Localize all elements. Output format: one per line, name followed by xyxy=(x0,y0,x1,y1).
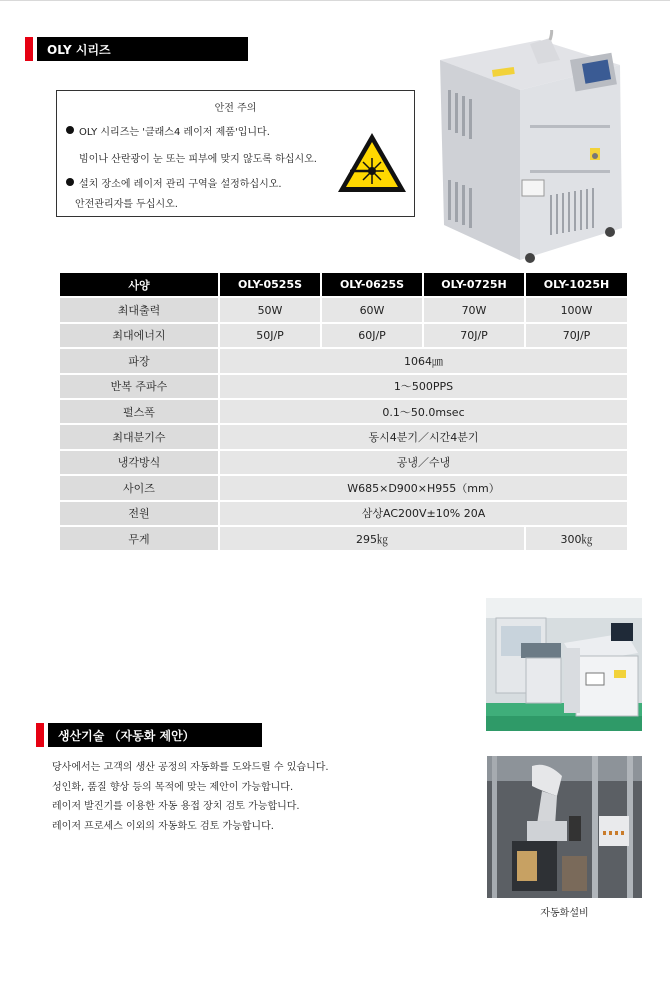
header-red-marker xyxy=(36,723,44,747)
top-divider xyxy=(0,0,670,1)
header-cell: OLY-0725H xyxy=(424,273,524,296)
table-row xyxy=(60,298,627,321)
warning-line-2: 빔이나 산란광이 눈 또는 피부에 맞지 않도록 하십시오. xyxy=(79,154,317,165)
table-cell: 공냉／수냉 xyxy=(220,451,627,474)
table-cell: 1～500PPS xyxy=(220,375,627,398)
paragraph-line: 레이저 프로세스 이외의 자동화도 검토 가능합니다. xyxy=(52,820,274,832)
table-cell: 50W xyxy=(220,298,320,321)
automation-paragraph xyxy=(52,758,329,836)
warning-line-1: OLY 시리즈는 '클래스4 레이저 제품'입니다. xyxy=(79,127,270,138)
table-row xyxy=(60,400,627,423)
table-row xyxy=(60,375,627,398)
table-cell: 60W xyxy=(322,298,422,321)
table-cell: 60J/P xyxy=(322,324,422,347)
photo-caption: 자동화설비 xyxy=(540,908,589,919)
row-label: 펄스폭 xyxy=(60,400,218,423)
warning-title: 안전 주의 xyxy=(214,103,257,114)
table-row xyxy=(60,527,627,550)
warning-line-4: 안전관리자를 두십시오. xyxy=(75,199,178,210)
header-red-marker xyxy=(25,37,33,61)
row-label: 최대출력 xyxy=(60,298,218,321)
table-cell: 100W xyxy=(526,298,627,321)
paragraph-line: 성인화, 품질 향상 등의 목적에 맞는 제안이 가능합니다. xyxy=(52,781,294,793)
section-header-oly-series xyxy=(25,37,248,61)
paragraph-line: 레이저 발진기를 이용한 자동 용접 장치 검토 가능합니다. xyxy=(52,801,300,812)
row-label: 파장 xyxy=(60,349,218,372)
table-row xyxy=(60,425,627,448)
row-label: 전원 xyxy=(60,502,218,525)
table-cell: 동시4분기／시간4분기 xyxy=(220,425,627,448)
table-row xyxy=(60,349,627,372)
paragraph-line: 당사에서는 고객의 생산 공정의 자동화를 도와드릴 수 있습니다. xyxy=(52,762,329,773)
laser-machine-photo xyxy=(430,30,630,265)
header-cell: OLY-0525S xyxy=(220,273,320,296)
table-row xyxy=(60,502,627,525)
spec-header-row xyxy=(60,273,627,296)
table-cell: 0.1～50.0msec xyxy=(220,400,627,423)
section-header-production-tech xyxy=(36,723,262,747)
section-title: 생산기술 （자동화 제안） xyxy=(48,723,262,747)
table-row xyxy=(60,324,627,347)
laser-warning-icon xyxy=(336,131,408,194)
row-label: 반복 주파수 xyxy=(60,375,218,398)
warning-line-3: 설치 장소에 레이저 관리 구역을 설정하십시오. xyxy=(79,179,282,190)
table-cell: 70J/P xyxy=(424,324,524,347)
header-cell: OLY-1025H xyxy=(526,273,627,296)
section-title: OLY 시리즈 xyxy=(37,37,248,61)
installation-photo xyxy=(486,598,642,731)
header-cell: OLY-0625S xyxy=(322,273,422,296)
table-cell: 295㎏ xyxy=(220,527,524,550)
bullet-icon xyxy=(66,178,74,186)
row-label: 사이즈 xyxy=(60,476,218,499)
table-cell: 1064㎛ xyxy=(220,349,627,372)
row-label: 최대에너지 xyxy=(60,324,218,347)
table-row xyxy=(60,451,627,474)
table-cell: 70J/P xyxy=(526,324,627,347)
row-label: 최대분기수 xyxy=(60,425,218,448)
spec-table xyxy=(58,271,629,552)
header-cell: 사양 xyxy=(60,273,218,296)
row-label: 냉각방식 xyxy=(60,451,218,474)
row-label: 무게 xyxy=(60,527,218,550)
table-cell: 50J/P xyxy=(220,324,320,347)
table-row xyxy=(60,476,627,499)
table-cell: W685×D900×H955（mm） xyxy=(220,476,627,499)
table-cell: 70W xyxy=(424,298,524,321)
bullet-icon xyxy=(66,126,74,134)
table-cell: 삼상AC200V±10% 20A xyxy=(220,502,627,525)
automation-equipment-photo xyxy=(487,756,642,898)
table-cell: 300㎏ xyxy=(526,527,627,550)
